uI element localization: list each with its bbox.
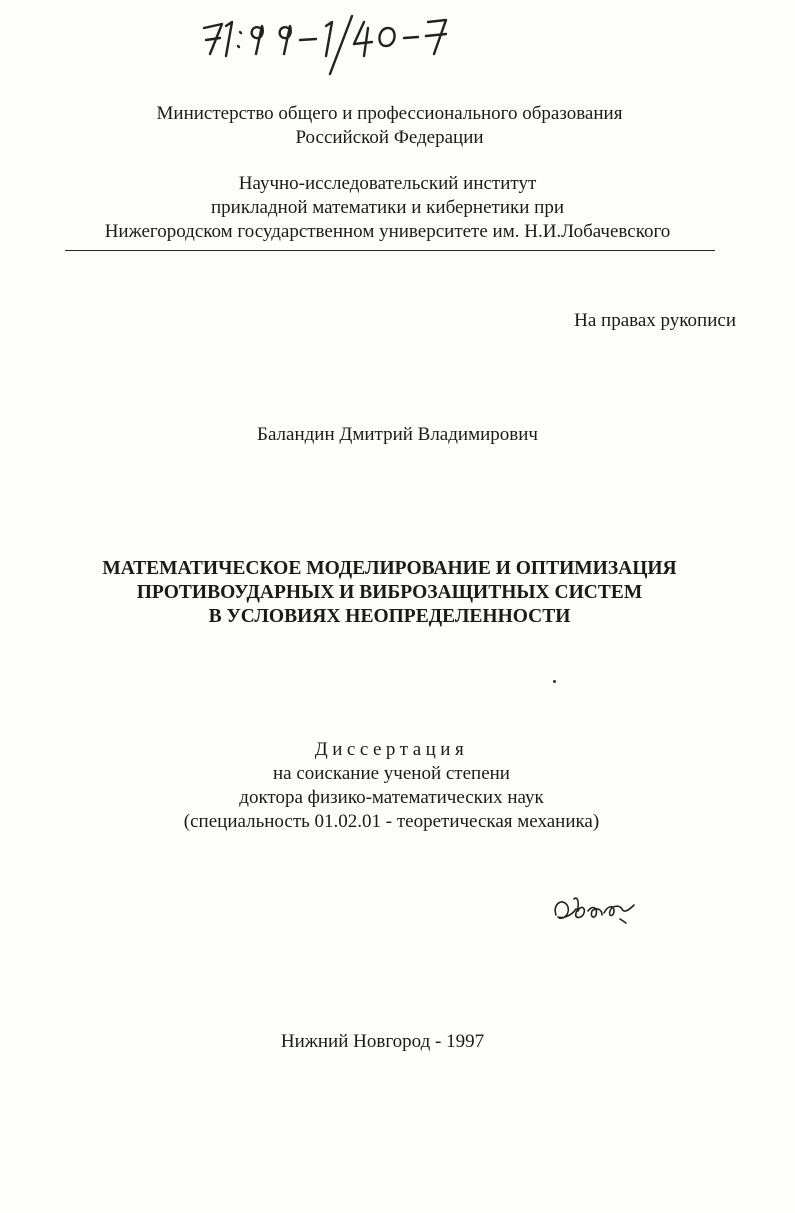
dissertation-line-1: на соискание ученой степени <box>273 763 510 784</box>
city-year <box>0 1030 780 1054</box>
dissertation-line-2: доктора физико-математических наук <box>239 787 544 808</box>
handwritten-signature <box>550 885 640 935</box>
ink-speck <box>553 680 556 683</box>
header-divider <box>65 250 715 251</box>
dissertation-heading: Диссертация <box>314 739 469 760</box>
institute-line-3: Нижегородском государственном университете им. Н.И.Лобачевского <box>104 221 671 242</box>
rights-notice: На правах рукописи <box>574 310 736 331</box>
dissertation-line-3: (специальность 01.02.01 - теоретическая механика) <box>183 811 600 832</box>
author-name <box>0 423 795 447</box>
institute-line-2: прикладной математики и кибернетики при <box>211 197 564 218</box>
title-line-3: В УСЛОВИЯХ НЕОПРЕДЕЛЕННОСТИ <box>208 606 571 627</box>
ministry-line-2: Российской Федерации <box>295 127 484 148</box>
title-line-2: ПРОТИВОУДАРНЫХ И ВИБРОЗАЩИТНЫХ СИСТЕМ <box>136 582 643 603</box>
institute-header <box>0 172 785 244</box>
ministry-line-1: Министерство общего и профессионального образования <box>156 103 623 124</box>
dissertation-info <box>0 738 789 834</box>
ministry-header <box>0 102 787 150</box>
handwritten-archive-code <box>196 6 496 76</box>
city-year-text: Нижний Новгород - 1997 <box>280 1031 485 1052</box>
institute-line-1: Научно-исследовательский институт <box>238 173 537 194</box>
author-name-text: Баландин Дмитрий Владимирович <box>257 424 538 445</box>
dissertation-title <box>0 557 787 629</box>
title-line-1: МАТЕМАТИЧЕСКОЕ МОДЕЛИРОВАНИЕ И ОПТИМИЗАЦИЯ <box>102 558 677 579</box>
